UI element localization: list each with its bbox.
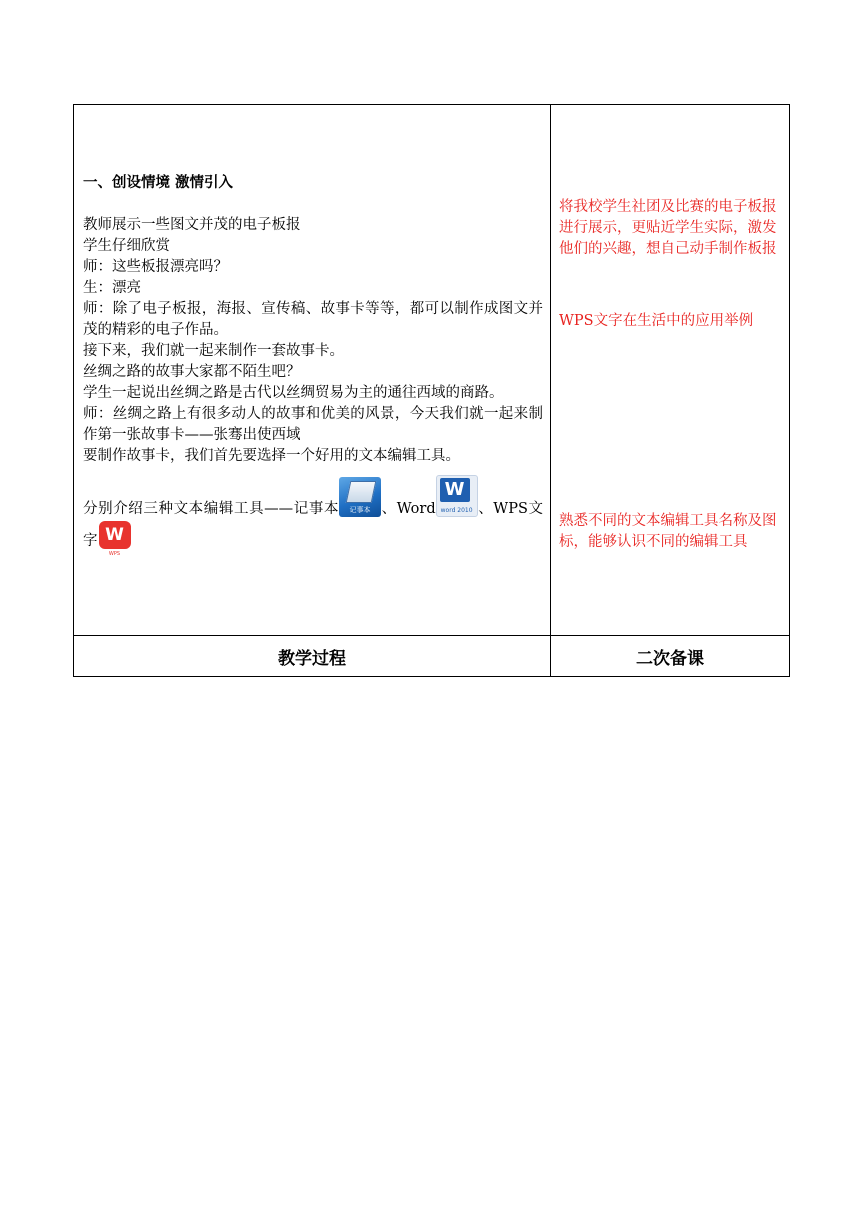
footer-teaching-process: 教学过程 xyxy=(74,636,551,677)
word-2010-icon: W word 2010 xyxy=(436,475,478,517)
prep-note: 将我校学生社团及比赛的电子板报进行展示，更贴近学生实际，激发他们的兴趣，想自己动手制作板报 xyxy=(559,199,777,257)
tools-sep-word: 、Word xyxy=(381,501,436,517)
paragraph: 生：漂亮 xyxy=(83,280,141,296)
secondary-prep-cell xyxy=(551,105,790,636)
paragraph: 要制作故事卡，我们首先要选择一个好用的文本编辑工具。 xyxy=(83,448,460,464)
paragraph: 师：这些板报漂亮吗？ xyxy=(83,259,228,275)
word-icon-caption: word 2010 xyxy=(440,507,473,514)
notepad-icon xyxy=(339,477,381,517)
paragraph: 师：除了电子板报，海报、宣传稿、故事卡等等，都可以制作成图文并茂的精彩的电子作品。 xyxy=(83,301,543,338)
tools-intro-prefix: 分别介绍三种文本编辑工具——记事本 xyxy=(83,501,340,517)
footer-secondary-prep: 二次备课 xyxy=(551,636,790,677)
tools-sep-wps: 、WPS文字 xyxy=(83,501,543,549)
wps-icon-caption: WPS xyxy=(108,551,121,557)
teaching-content-cell xyxy=(74,105,551,636)
teaching-content xyxy=(83,173,543,557)
paragraph: 丝绸之路的故事大家都不陌生吧？ xyxy=(83,364,301,380)
paragraph: 接下来，我们就一起来制作一套故事卡。 xyxy=(83,343,344,359)
wps-icon: W WPS xyxy=(98,521,132,557)
paragraph: 学生一起说出丝绸之路是古代以丝绸贸易为主的通往西域的商路。 xyxy=(83,385,504,401)
footer-row xyxy=(74,636,790,677)
notepad-icon-caption: 记事本 xyxy=(349,506,371,514)
paragraph: 学生仔细欣赏 xyxy=(83,238,170,254)
tools-intro-line xyxy=(83,475,543,557)
lesson-plan-table xyxy=(73,104,790,677)
prep-note: 熟悉不同的文本编辑工具名称及图标，能够认识不同的编辑工具 xyxy=(559,513,777,550)
paragraph: 师：丝绸之路上有很多动人的故事和优美的风景，今天我们就一起来制作第一张故事卡——张骞出使西域 xyxy=(83,406,543,443)
prep-note: WPS文字在生活中的应用举例 xyxy=(559,313,754,329)
content-row xyxy=(74,105,790,636)
section-title: 一、创设情境 激情引入 xyxy=(83,175,234,191)
paragraph: 教师展示一些图文并茂的电子板报 xyxy=(83,217,301,233)
